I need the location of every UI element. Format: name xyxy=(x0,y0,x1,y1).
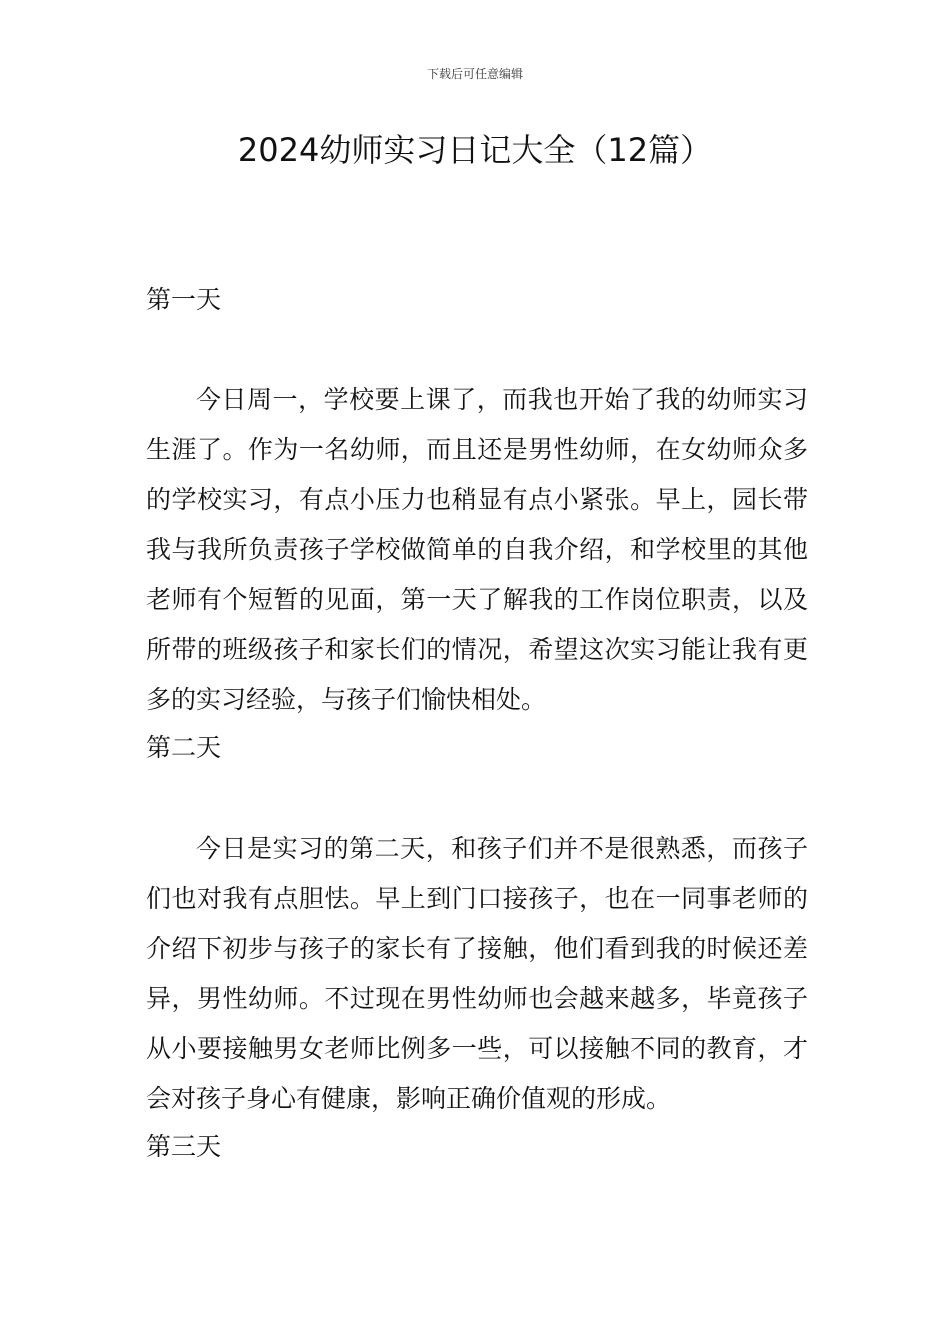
day-1-heading: 第一天 xyxy=(146,285,222,314)
day-2-paragraph: 今日是实习的第二天，和孩子们并不是很熟悉，而孩子们也对我有点胆怯。早上到门口接孩子，也在一同事老师的介绍下初步与孩子的家长有了接触，他们看到我的时候还差异，男性幼师。不过现在男性幼师也会越来越多，毕竟孩子从小要接触男女老师比例多一些，可以接触不同的教育，才会对孩子身心有健康，影响正确价值观的形成。 xyxy=(146,834,808,1113)
day-2-heading: 第二天 xyxy=(146,733,222,762)
day-3-heading: 第三天 xyxy=(146,1132,222,1161)
day-2-body xyxy=(146,824,808,1124)
day-1-body xyxy=(146,375,808,725)
header-note: 下载后可任意编辑 xyxy=(426,67,523,81)
day-1-paragraph: 今日周一，学校要上课了，而我也开始了我的幼师实习生涯了。作为一名幼师，而且还是男性幼师，在女幼师众多的学校实习，有点小压力也稍显有点小紧张。早上，园长带我与我所负责孩子学校做简单的自我介绍，和学校里的其他老师有个短暂的见面，第一天了解我的工作岗位职责，以及所带的班级孩子和家长们的情况，希望这次实习能让我有更多的实习经验，与孩子们愉快相处。 xyxy=(146,385,808,714)
document-title: 2024幼师实习日记大全（12篇） xyxy=(237,131,713,169)
